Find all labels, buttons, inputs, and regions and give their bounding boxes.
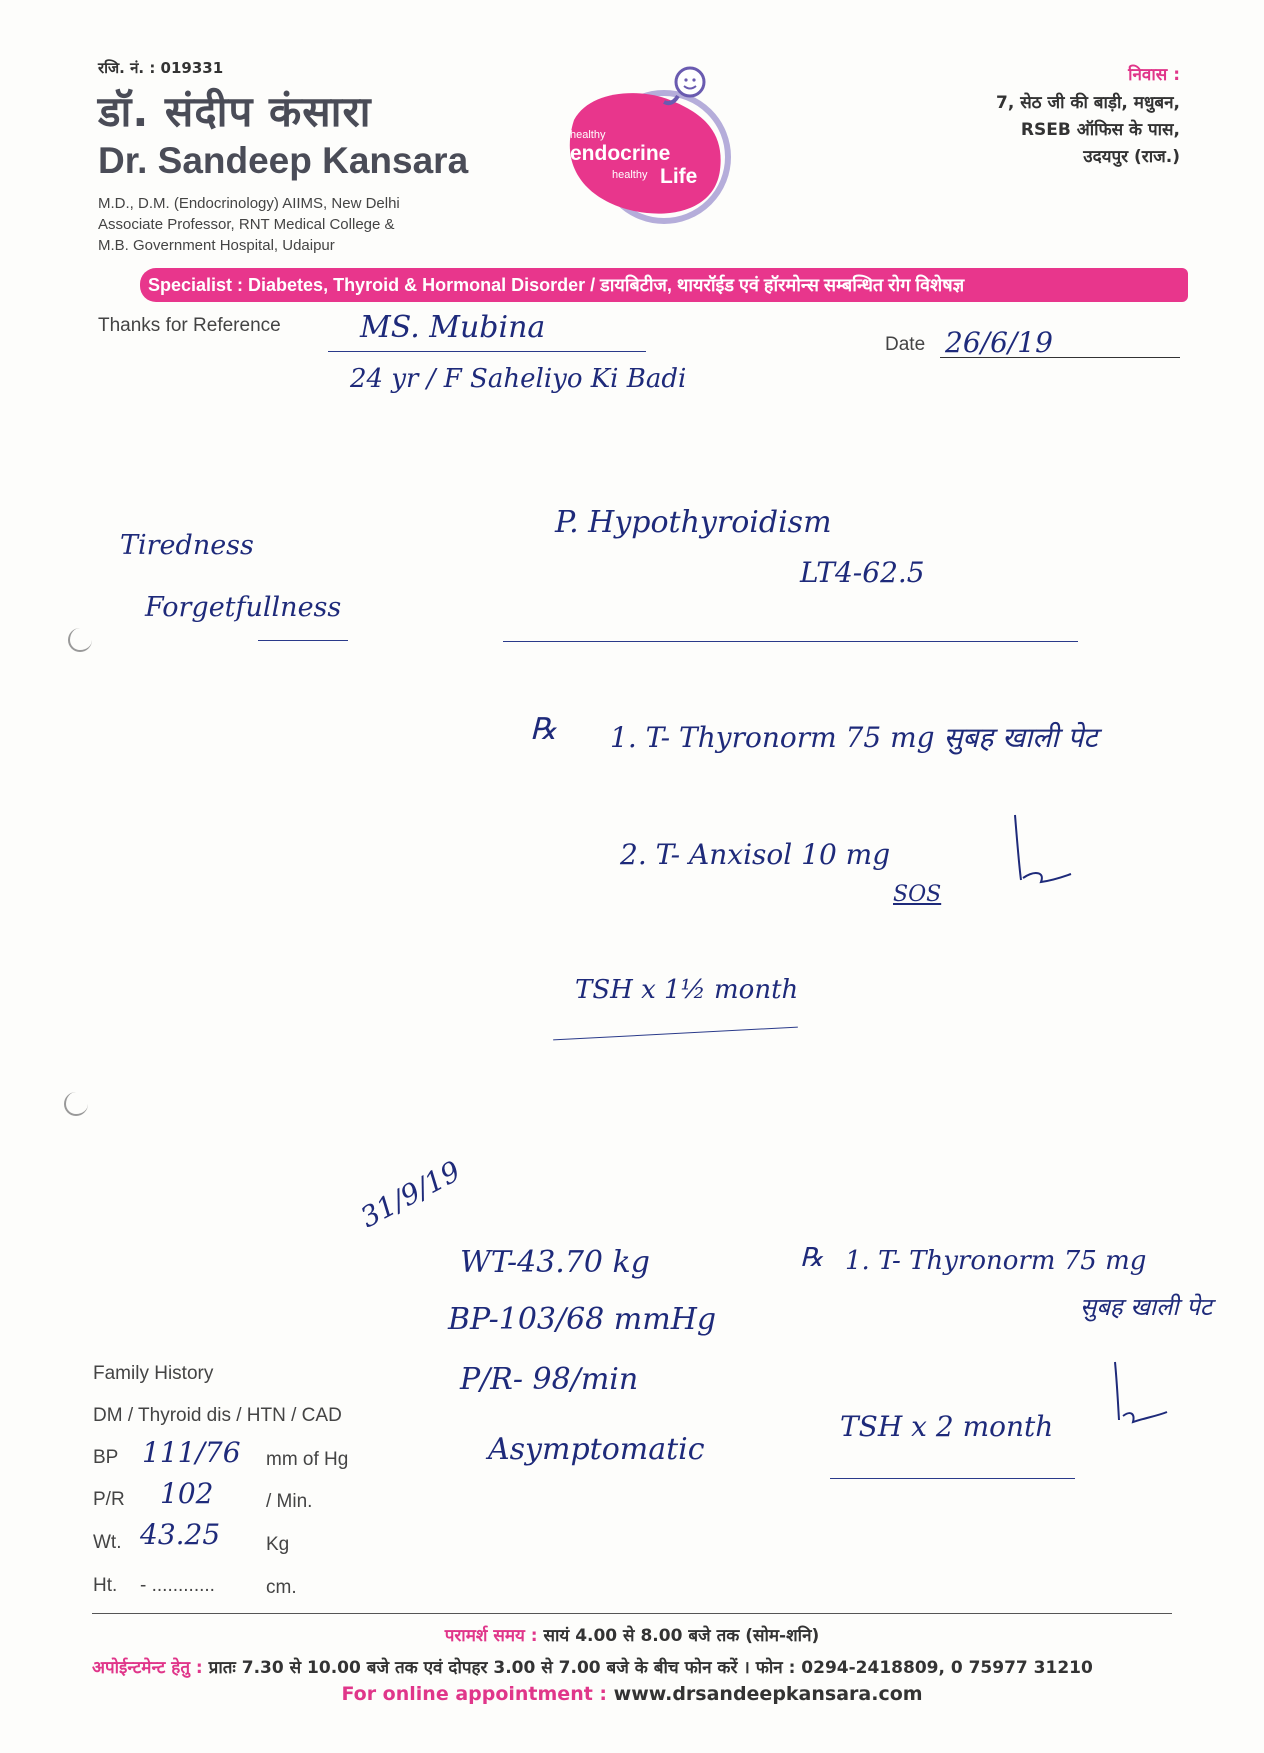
patient-name-underline: [328, 351, 646, 352]
pulse-label: P/R: [93, 1489, 125, 1510]
height-unit: cm.: [266, 1577, 297, 1598]
tsh-order-2-underline: [830, 1478, 1075, 1479]
residence-title: निवास :: [1128, 65, 1180, 85]
followup-bp: BP-103/68 mmHg: [448, 1302, 717, 1337]
qualification-line: Associate Professor, RNT Medical College &: [98, 216, 395, 233]
punch-hole: [68, 628, 92, 652]
consultation-hours: [0, 1623, 1264, 1646]
diagnosis-divider: [503, 641, 1078, 642]
family-history-conditions: DM / Thyroid dis / HTN / CAD: [93, 1405, 342, 1426]
logo-healthy-mid: healthy: [612, 169, 648, 181]
tsh-order-1: TSH x 1½ month: [575, 975, 799, 1005]
consultation-time: सायं 4.00 से 8.00 बजे तक (सोम-शनि): [543, 1626, 820, 1646]
followup-date: 31/9/19: [355, 1154, 466, 1235]
bp-label: BP: [93, 1447, 119, 1468]
followup-asymptomatic: Asymptomatic: [488, 1432, 705, 1467]
complaint-tiredness: Tiredness: [120, 530, 254, 561]
qualification-line: M.B. Government Hospital, Udaipur: [98, 237, 335, 254]
rx-item-3-note: सुबह खाली पेट: [1080, 1293, 1212, 1321]
punch-hole: [64, 1092, 88, 1116]
logo-graphic: [560, 60, 740, 240]
online-appointment-label: For online appointment :: [341, 1683, 608, 1705]
online-appointment: [0, 1683, 1264, 1705]
appointment-text: प्रातः 7.30 से 10.00 बजे तक एवं दोपहर 3.00 से 7.00 बजे के बीच फोन करें । फोन : 0294-2418809, 0 75977 31210: [208, 1658, 1093, 1678]
patient-details: 24 yr / F Saheliyo Ki Badi: [350, 364, 687, 394]
pulse-unit: / Min.: [266, 1491, 313, 1512]
residence-line: RSEB ऑफिस के पास,: [1020, 120, 1180, 140]
date-line: [940, 357, 1180, 358]
appointment-info: [92, 1655, 1093, 1678]
doctor-name-english: Dr. Sandeep Kansara: [98, 140, 469, 181]
thanks-for-reference-label: Thanks for Reference: [98, 315, 281, 336]
signature-2: [1105, 1358, 1175, 1438]
tsh-order-2: TSH x 2 month: [840, 1410, 1054, 1443]
tsh-order-1-underline: [553, 1027, 798, 1041]
complaint-underline: [258, 640, 348, 641]
qualification-line: M.D., D.M. (Endocrinology) AIIMS, New Delhi: [98, 195, 400, 212]
signature-1: [1005, 810, 1075, 890]
date-label: Date: [885, 334, 926, 355]
rx-symbol-2: ℞: [800, 1243, 824, 1273]
logo-healthy-top: healthy: [570, 129, 606, 141]
rx-symbol: ℞: [530, 712, 557, 747]
specialist-banner: Specialist : Diabetes, Thyroid & Hormonal Disorder / डायबिटीज, थायरॉईड एवं हॉरमोन्स सम्बन्धित रोग विशेषज्ञ: [140, 268, 1188, 302]
website-link[interactable]: www.drsandeepkansara.com: [613, 1683, 923, 1705]
residence-line: उदयपुर (राज.): [1083, 147, 1180, 167]
rx-item-1: 1. T- Thyronorm 75 mg सुबह खाली पेट: [610, 721, 1098, 754]
diagnosis: P. Hypothyroidism: [555, 505, 832, 540]
endocrine-logo: [560, 60, 740, 240]
weight-label: Wt.: [93, 1532, 122, 1553]
visit-date: 26/6/19: [945, 326, 1053, 359]
residence-line: 7, सेठ जी की बाड़ी, मधुबन,: [995, 93, 1180, 113]
pulse-value: 102: [160, 1477, 214, 1510]
height-label: Ht.: [93, 1575, 118, 1596]
followup-weight: WT-43.70 kg: [460, 1245, 650, 1280]
weight-unit: Kg: [266, 1534, 290, 1555]
rx-item-3: 1. T- Thyronorm 75 mg: [845, 1246, 1147, 1276]
bp-value: 111/76: [142, 1436, 241, 1469]
footer-divider: [92, 1613, 1172, 1614]
family-history-label: Family History: [93, 1363, 214, 1384]
registration-number: रजि. नं. : 019331: [98, 59, 224, 77]
logo-endocrine: endocrine: [570, 142, 671, 165]
appointment-label: अपोईन्टमेन्ट हेतु :: [92, 1658, 203, 1678]
lt4-dose: LT4-62.5: [800, 556, 925, 589]
height-value: - ............: [140, 1575, 215, 1596]
weight-value: 43.25: [140, 1518, 221, 1551]
patient-name: MS. Mubina: [360, 310, 546, 345]
rx-item-2: 2. T- Anxisol 10 mg: [620, 838, 891, 871]
complaint-forgetfulness: Forgetfullness: [145, 592, 342, 623]
rx-item-2-sos: SOS: [893, 882, 942, 907]
followup-pulse: P/R- 98/min: [460, 1362, 639, 1397]
consultation-label: परामर्श समय :: [444, 1626, 538, 1646]
bp-unit: mm of Hg: [266, 1449, 349, 1470]
logo-life: Life: [660, 165, 698, 188]
doctor-name-hindi: डॉ. संदीप कंसारा: [98, 87, 372, 136]
